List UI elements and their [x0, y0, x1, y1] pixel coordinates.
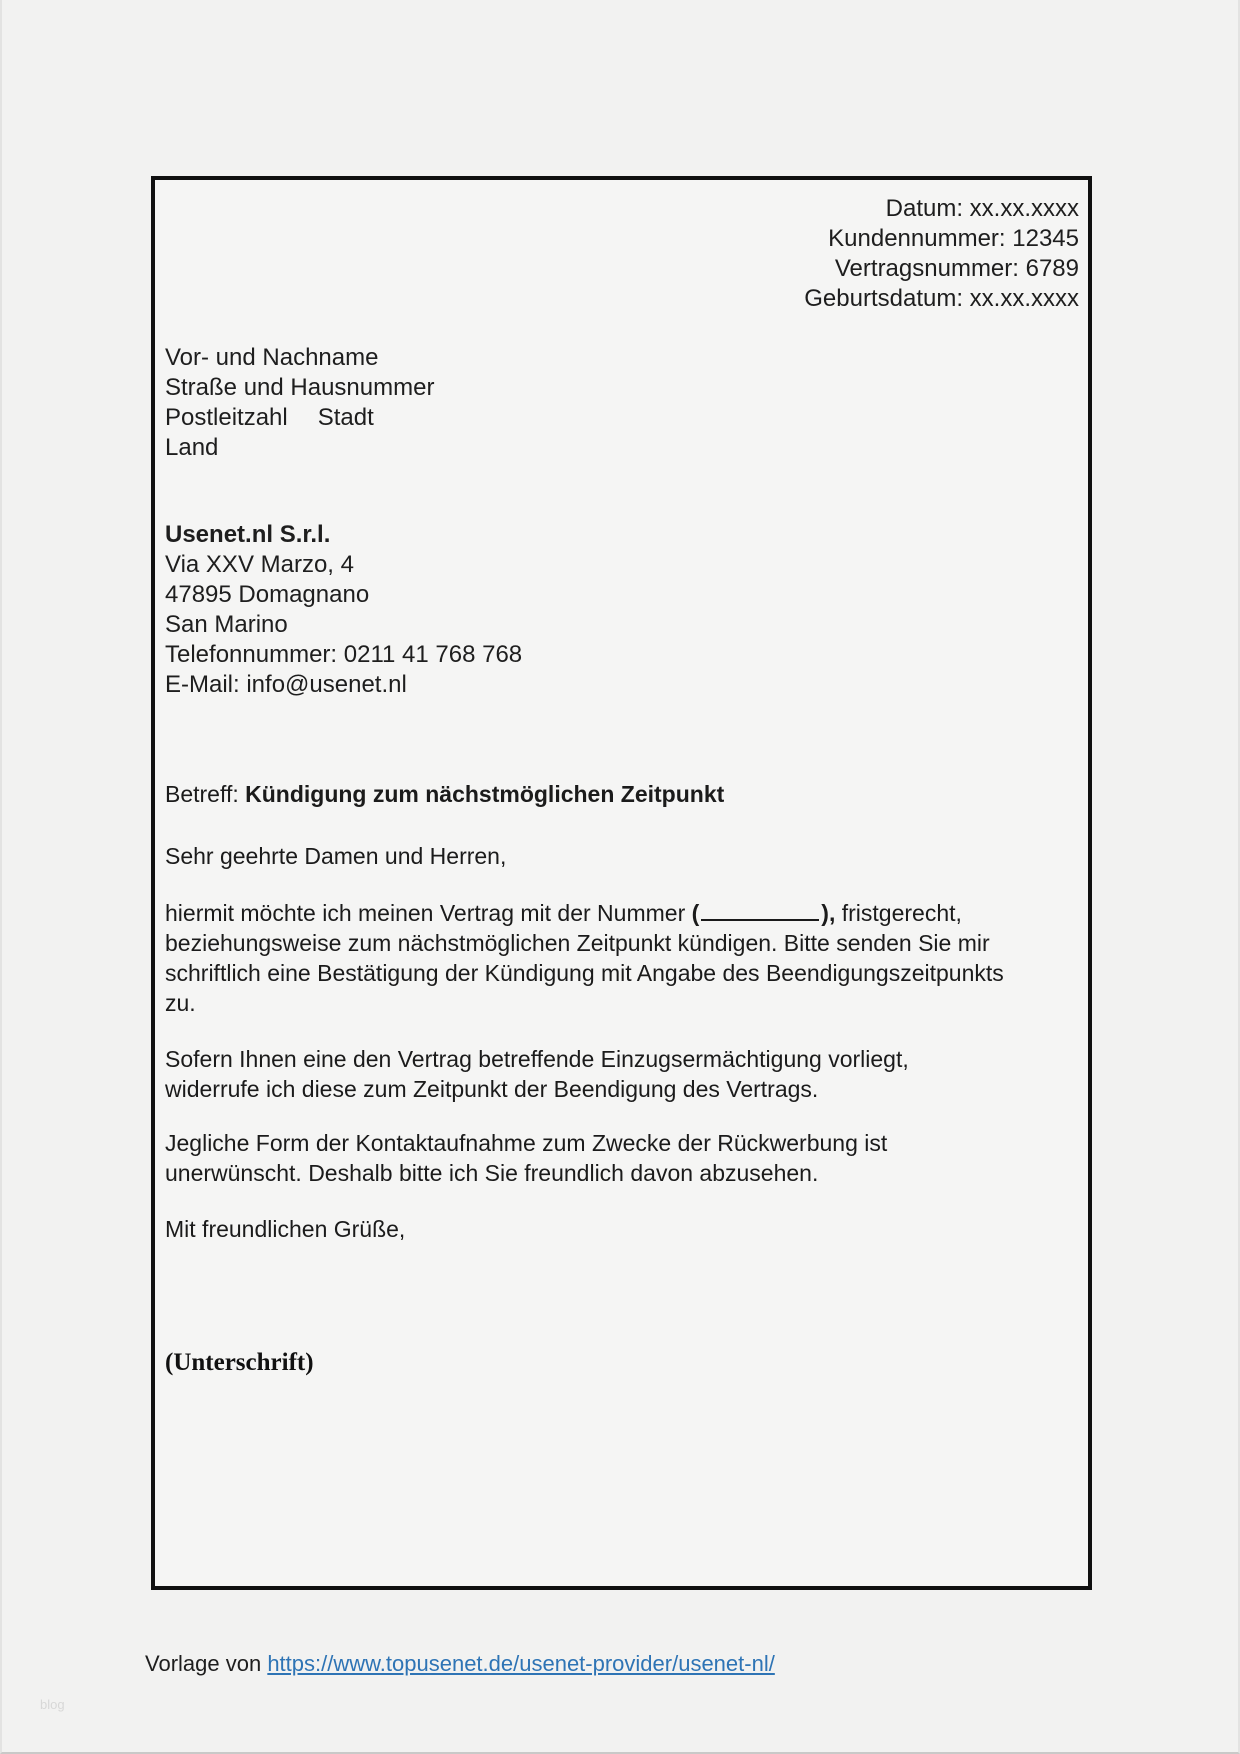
footer-link[interactable]: https://www.topusenet.de/usenet-provider/usenet-nl/: [267, 1651, 775, 1676]
close-paren: ),: [821, 900, 842, 926]
sender-country: Land: [165, 434, 219, 461]
recipient-phone: Telefonnummer: 0211 41 768 768: [165, 641, 523, 668]
sender-street: Straße und Hausnummer: [165, 374, 435, 401]
sender-name: Vor- und Nachname: [165, 344, 379, 371]
body-line: schriftlich eine Bestätigung der Kündigung mit Angabe des Beendigungszeitpunkts: [165, 960, 1004, 986]
recipient-address-block: [165, 520, 522, 700]
sender-city: Stadt: [317, 404, 374, 431]
subject-title: Kündigung zum nächstmöglichen Zeitpunkt: [245, 781, 725, 807]
meta-customer-number: Kundennummer: 12345: [828, 225, 1079, 252]
contract-number-blank: [701, 919, 819, 921]
body-text: fristgerecht,: [841, 900, 962, 926]
salutation: Sehr geehrte Damen und Herren,: [165, 843, 507, 869]
body-line: [165, 898, 1085, 928]
paragraph-direct-debit: [165, 1044, 1085, 1104]
sender-address-block: [165, 343, 434, 463]
recipient-postal-city: 47895 Domagnano: [165, 581, 370, 608]
footer-prefix: Vorlage von: [145, 1651, 268, 1676]
sender-postal-city: [165, 403, 434, 433]
subject-label: Betreff:: [165, 781, 246, 807]
body-text: hiermit möchte ich meinen Vertrag mit der Nummer: [165, 900, 692, 926]
signature-placeholder: (Unterschrift): [165, 1349, 314, 1376]
sender-postal: Postleitzahl: [165, 404, 288, 431]
paragraph-cancellation: [165, 898, 1085, 1018]
meta-birthdate: Geburtsdatum: xx.xx.xxxx: [804, 285, 1079, 312]
body-line: unerwünscht. Deshalb bitte ich Sie freundlich davon abzusehen.: [165, 1160, 819, 1186]
body-line: Sofern Ihnen eine den Vertrag betreffende Einzugsermächtigung vorliegt,: [165, 1046, 909, 1072]
watermark-blog: blog: [40, 1697, 65, 1712]
recipient-email: E-Mail: info@usenet.nl: [165, 671, 407, 698]
meta-contract-number: Vertragsnummer: 6789: [834, 255, 1079, 282]
recipient-company: Usenet.nl S.r.l.: [165, 521, 331, 548]
recipient-street: Via XXV Marzo, 4: [165, 551, 354, 578]
meta-date: Datum: xx.xx.xxxx: [885, 195, 1079, 222]
body-line: Jegliche Form der Kontaktaufnahme zum Zwecke der Rückwerbung ist: [165, 1130, 888, 1156]
letter-meta-block: [804, 194, 1079, 314]
closing-formula: Mit freundlichen Grüße,: [165, 1216, 406, 1242]
body-line: beziehungsweise zum nächstmöglichen Zeitpunkt kündigen. Bitte senden Sie mir: [165, 930, 990, 956]
footer-credit: [145, 1650, 775, 1678]
letter-document: [151, 176, 1092, 1590]
body-line: widerrufe ich diese zum Zeitpunkt der Beendigung des Vertrags.: [165, 1076, 819, 1102]
paragraph-no-contact: [165, 1128, 1085, 1188]
body-line: zu.: [165, 990, 196, 1016]
recipient-country: San Marino: [165, 611, 288, 638]
open-paren: (: [691, 900, 700, 926]
subject-line: [165, 779, 724, 809]
